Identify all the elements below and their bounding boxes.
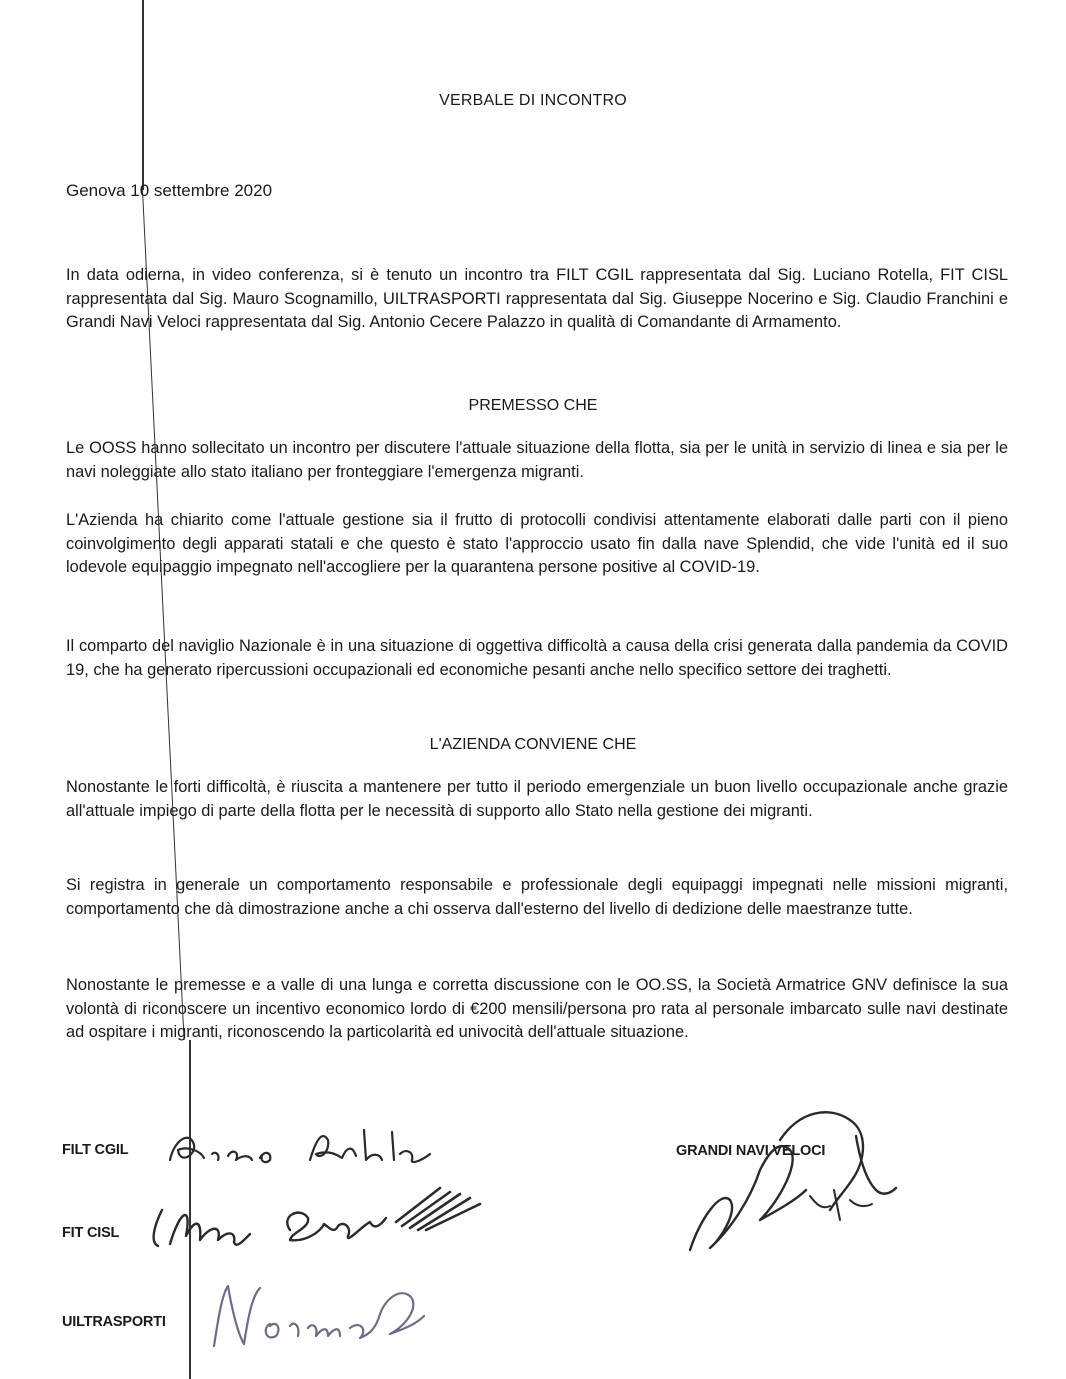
gnv-signature [660, 1100, 910, 1270]
date-line: Genova 10 settembre 2020 [66, 181, 273, 200]
heading-premesso: PREMESSO CHE [468, 397, 598, 414]
filt-cgil-label: FILT CGIL [62, 1142, 129, 1158]
conviene-paragraph-1: Nonostante le forti difficoltà, è riuscita a mantenere per tutto il periodo emergenziale un buon livello occupazionale anche grazie all'attuale impiego di parte della flotta per le necessità di supporto allo Stato nella gestione dei migranti. [66, 778, 1008, 820]
conviene-paragraph-3: Nonostante le premesse e a valle di una lunga e corretta discussione con le OO.SS, la Società Armatrice GNV definisce la sua volontà di riconoscere un incentivo economico lordo di €200 mensili/persona pro rata al personale imbarcato sulle navi destinate ad ospitare i migranti, riconoscendo la particolarità ed univocità dell'attuale situazione. [66, 976, 1008, 1042]
intro-paragraph: In data odierna, in video conferenza, si è tenuto un incontro tra FILT CGIL rappresentata dal Sig. Luciano Rotella, FIT CISL rappresentata dal Sig. Mauro Scognamillo, UILTRASPORTI rappresentata dal Sig. Giuseppe Nocerino e Sig. Claudio Franchini e Grandi Navi Veloci rappresentata dal Sig. Antonio Cecere Palazzo in qualità di Comandante di Armamento. [66, 266, 1008, 332]
gnv-label: GRANDI NAVI VELOCI [676, 1143, 826, 1159]
document-title: VERBALE DI INCONTRO [439, 92, 627, 109]
heading-conviene: L'AZIENDA CONVIENE CHE [429, 736, 637, 753]
uiltrasporti-label: UILTRASPORTI [62, 1314, 166, 1330]
premesso-paragraph-3: Il comparto del naviglio Nazionale è in una situazione di oggettiva difficoltà a causa della crisi generata dalla pandemia da COVID 19, che ha generato ripercussioni occupazionali ed economiche pesanti anche nello specifico settore dei traghetti. [66, 637, 1008, 679]
premesso-paragraph-1: Le OOSS hanno sollecitato un incontro per discutere l'attuale situazione della flotta, sia per le unità in servizio di linea e sia per le navi noleggiate allo stato italiano per fronteggiare l'emergenza migranti. [66, 439, 1008, 481]
fit-cisl-label: FIT CISL [62, 1225, 120, 1241]
premesso-paragraph-2: L'Azienda ha chiarito come l'attuale gestione sia il frutto di protocolli condivisi attentamente elaborati dalle parti con il pieno coinvolgimento degli apparati statali e che questo è stato l'approccio usato fin dalla nave Splendid, che vide l'unità ed il suo lodevole equipaggio impegnato nell'accogliere per la quarantena persone positive al COVID-19. [66, 511, 1008, 577]
fit-cisl-signature [140, 1180, 500, 1260]
filt-cgil-signature [160, 1110, 460, 1180]
uiltrasporti-signature [200, 1270, 450, 1360]
conviene-paragraph-2: Si registra in generale un comportamento responsabile e professionale degli equipaggi impegnati nelle missioni migranti, comportamento che dà dimostrazione anche a chi osserva dall'esterno del livello di dedizione delle maestranze tutte. [66, 876, 1008, 918]
